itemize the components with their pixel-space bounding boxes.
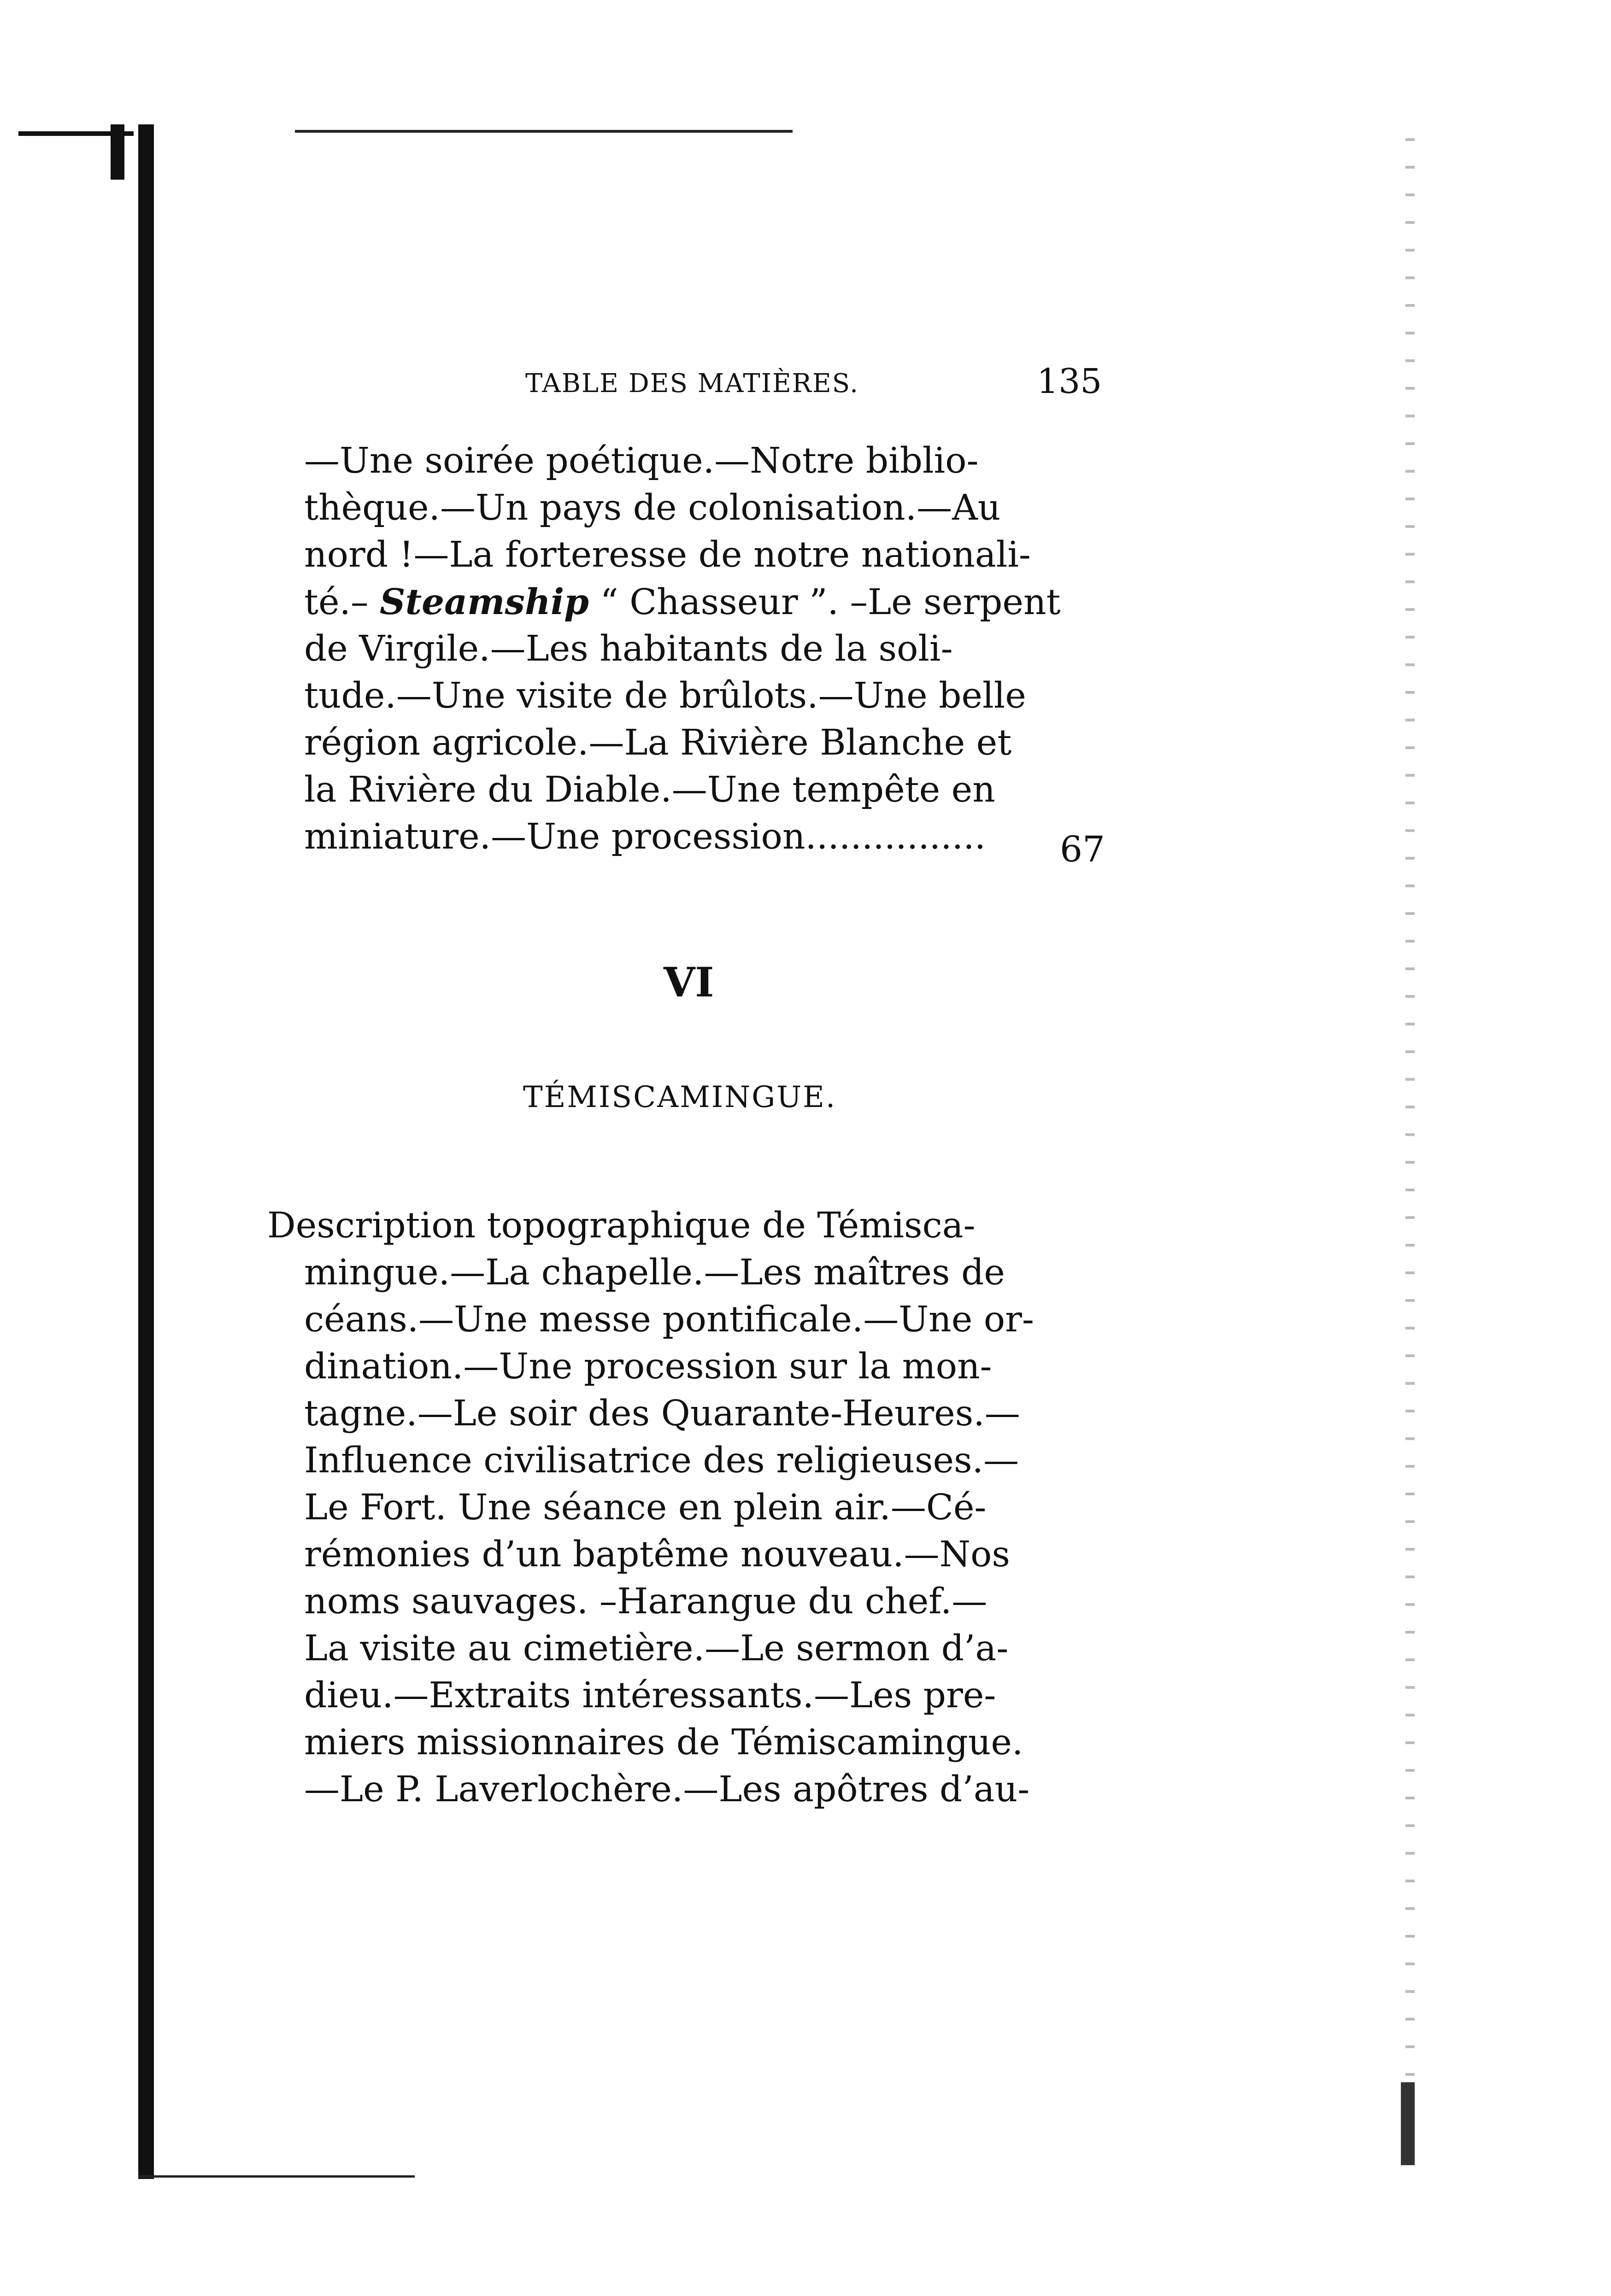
contents-line: mingue.—La chapelle.—Les maîtres de xyxy=(304,1252,1005,1293)
contents-line: noms sauvages. –Harangue du chef.— xyxy=(304,1581,988,1622)
scan-shadow-top-line xyxy=(18,131,134,136)
contents-line: région agricole.—La Rivière Blanche et xyxy=(304,722,1012,763)
contents-line: tude.—Une visite de brûlots.—Une belle xyxy=(304,675,1026,716)
chapter-v-contents xyxy=(304,438,1060,861)
contents-line xyxy=(304,579,1060,626)
contents-line: La visite au cimetière.—Le sermon d’a- xyxy=(304,1628,1009,1669)
contents-line: nord !—La forteresse de notre nationali- xyxy=(304,534,1031,575)
contents-line: —Une soirée poétique.—Notre biblio- xyxy=(304,440,979,481)
chapter-number: VI xyxy=(664,958,714,1006)
scan-binding-edge xyxy=(138,124,154,2179)
contents-line: Le Fort. Une séance en plein air.—Cé- xyxy=(304,1487,987,1528)
contents-line: Influence civilisatrice des religieuses.— xyxy=(304,1440,1019,1481)
running-head-title: TABLE DES MATIÈRES. xyxy=(525,369,859,398)
bottom-rule xyxy=(138,2175,415,2178)
page-number: 135 xyxy=(1037,362,1102,401)
contents-line-rest: “ Chasseur ”. –Le serpent xyxy=(588,582,1061,623)
scan-shadow-bottom-right xyxy=(1401,2082,1415,2165)
contents-line: dieu.—Extraits intéressants.—Les pre- xyxy=(304,1675,996,1716)
contents-line: —Le P. Laverlochère.—Les apôtres d’au- xyxy=(304,1769,1030,1810)
steamship-italic: Steamship xyxy=(379,581,589,623)
contents-line: rémonies d’un baptême nouveau.—Nos xyxy=(304,1534,1010,1575)
contents-line: miniature.—Une procession................ xyxy=(304,816,986,857)
contents-line: Description topographique de Témisca- xyxy=(267,1205,976,1246)
contents-line: miers missionnaires de Témiscamingue. xyxy=(304,1722,1023,1763)
chapter-title: TÉMISCAMINGUE. xyxy=(523,1080,837,1114)
chapter-vi-contents xyxy=(267,1202,1034,1813)
contents-line: dination.—Une procession sur la mon- xyxy=(304,1346,992,1387)
contents-line: thèque.—Un pays de colonisation.—Au xyxy=(304,487,1001,528)
contents-line: la Rivière du Diable.—Une tempête en xyxy=(304,769,995,810)
top-rule xyxy=(295,130,793,133)
contents-line: de Virgile.—Les habitants de la soli- xyxy=(304,628,953,669)
contents-line-start: té.– xyxy=(304,582,380,623)
contents-line: céans.—Une messe pontificale.—Une or- xyxy=(304,1299,1034,1340)
contents-line: tagne.—Le soir des Quarante-Heures.— xyxy=(304,1393,1020,1434)
page-reference: 67 xyxy=(1060,829,1105,870)
scan-speckle-right xyxy=(1405,138,1415,2184)
